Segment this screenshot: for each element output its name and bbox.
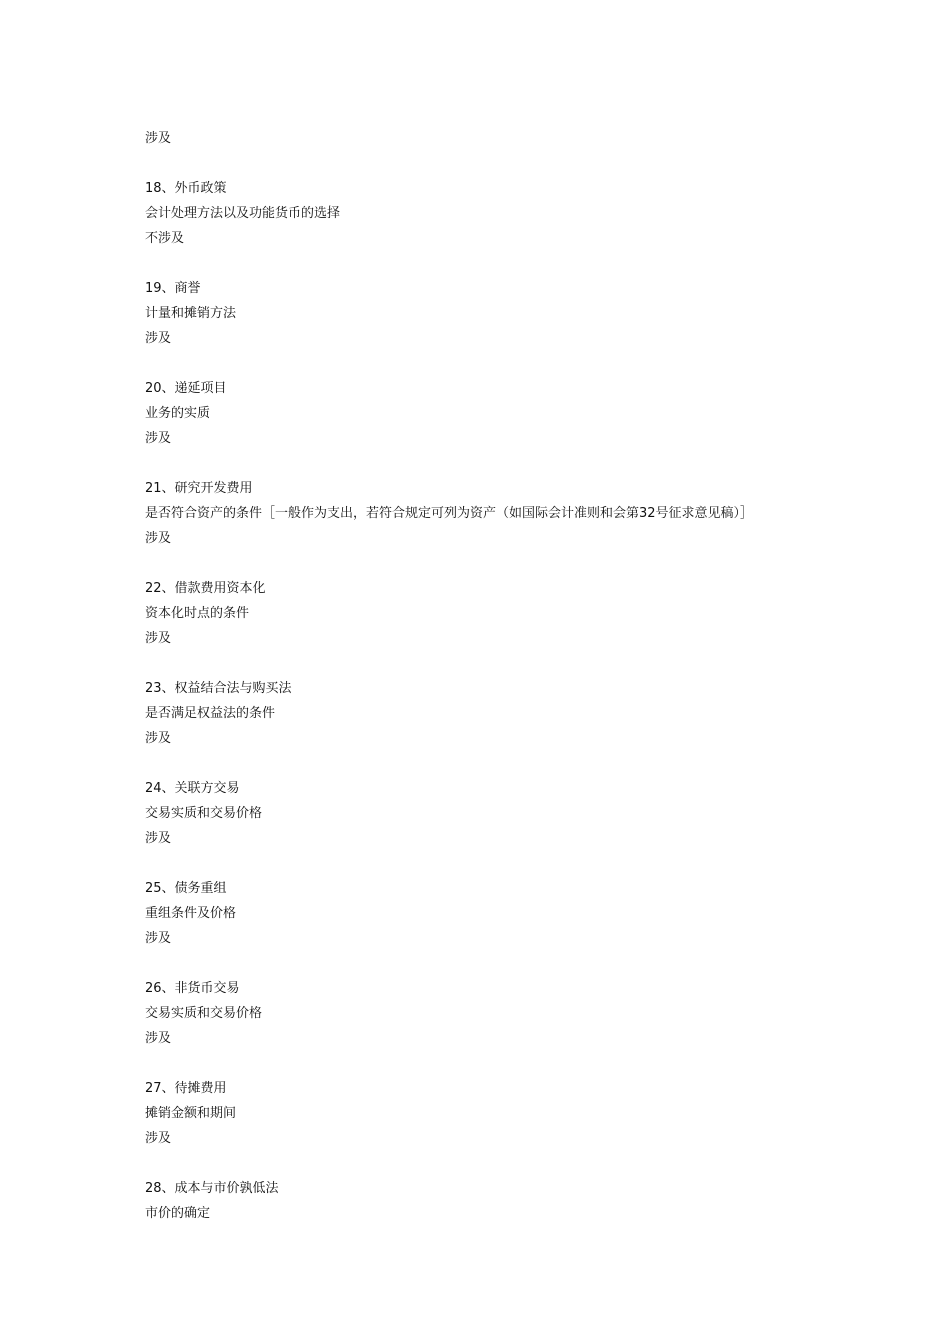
item-24 (145, 776, 925, 876)
item-status: 涉及 (145, 1031, 172, 1046)
item-status: 涉及 (145, 831, 172, 846)
spacer (145, 1051, 925, 1076)
spacer (145, 151, 925, 176)
item-status: 涉及 (145, 431, 172, 446)
spacer (145, 951, 925, 976)
item-heading: 23、权益结合法与购买法 (145, 681, 292, 696)
item-20 (145, 376, 925, 476)
item-22 (145, 576, 925, 676)
item-25 (145, 876, 925, 976)
spacer (145, 551, 925, 576)
item-description: 交易实质和交易价格 (145, 1006, 263, 1021)
spacer (145, 251, 925, 276)
spacer (145, 651, 925, 676)
spacer (145, 1151, 925, 1176)
item-description: 摊销金额和期间 (145, 1106, 237, 1121)
spacer (145, 451, 925, 476)
item-heading: 28、成本与市价孰低法 (145, 1181, 279, 1196)
item-27 (145, 1076, 925, 1176)
item-heading: 22、借款费用资本化 (145, 581, 266, 596)
item-heading: 24、关联方交易 (145, 781, 240, 796)
item-description: 交易实质和交易价格 (145, 806, 263, 821)
spacer (145, 751, 925, 776)
item-status: 涉及 (145, 731, 172, 746)
item-21 (145, 476, 925, 576)
item-heading: 26、非货币交易 (145, 981, 240, 996)
spacer (145, 351, 925, 376)
item-description: 市价的确定 (145, 1206, 211, 1221)
spacer (145, 851, 925, 876)
item-18 (145, 176, 925, 276)
item-description: 资本化时点的条件 (145, 606, 250, 621)
item-heading: 20、递延项目 (145, 381, 227, 396)
item-status: 不涉及 (145, 231, 185, 246)
item-description: 重组条件及价格 (145, 906, 237, 921)
intro-status: 涉及 (145, 131, 172, 146)
item-heading: 19、商誉 (145, 281, 201, 296)
item-heading: 21、研究开发费用 (145, 481, 253, 496)
item-26 (145, 976, 925, 1076)
item-description: 会计处理方法以及功能货币的选择 (145, 206, 341, 221)
item-status: 涉及 (145, 931, 172, 946)
item-heading: 18、外币政策 (145, 181, 227, 196)
item-description: 业务的实质 (145, 406, 211, 421)
item-description: 计量和摊销方法 (145, 306, 237, 321)
item-heading: 25、债务重组 (145, 881, 227, 896)
item-description: 是否符合资产的条件［一般作为支出，若符合规定可列为资产（如国际会计准则和会第32号征求意见稿）］ (145, 506, 754, 521)
item-23 (145, 676, 925, 776)
item-status: 涉及 (145, 631, 172, 646)
item-heading: 27、待摊费用 (145, 1081, 227, 1096)
item-status: 涉及 (145, 1131, 172, 1146)
item-status: 涉及 (145, 331, 172, 346)
item-28 (145, 1176, 925, 1226)
item-status: 涉及 (145, 531, 172, 546)
document-page (145, 126, 925, 1226)
item-19 (145, 276, 925, 376)
item-description: 是否满足权益法的条件 (145, 706, 276, 721)
